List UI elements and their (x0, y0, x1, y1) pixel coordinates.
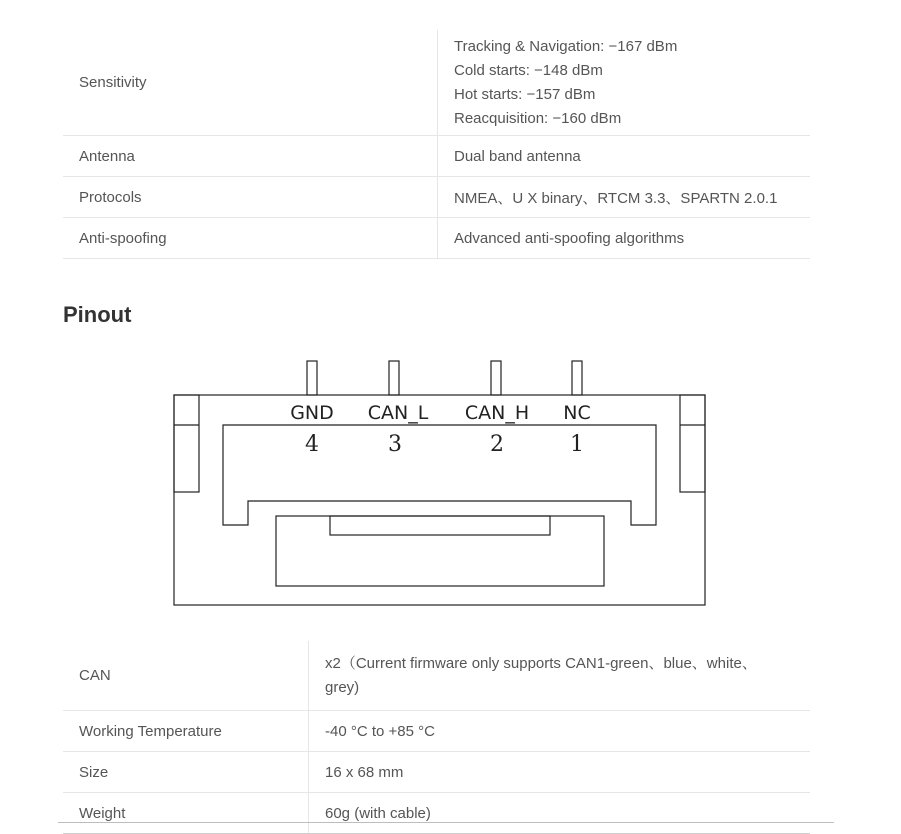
connector-key-slot (330, 516, 550, 535)
pin-1-lead (572, 361, 582, 395)
specs-table-bottom (63, 641, 810, 834)
pin-number: 4 (305, 432, 319, 457)
spec-label-sensitivity: Sensitivity (63, 30, 438, 136)
pinout-heading: Pinout (63, 302, 132, 327)
bottom-divider (58, 822, 834, 823)
spec-value-anti-spoofing: Advanced anti-spoofing algorithms (438, 218, 811, 259)
connector-key-block (276, 516, 604, 586)
sensitivity-line: Reacquisition: −160 dBm (454, 109, 622, 127)
pin-4-lead (307, 361, 317, 395)
spec-value-size: 16 x 68 mm (309, 752, 811, 793)
left-latch (174, 395, 199, 492)
table-row (63, 711, 810, 752)
pin-name: NC (563, 402, 591, 424)
pin-name: GND (290, 402, 334, 424)
spec-label-antenna: Antenna (63, 136, 438, 177)
spec-value-can: x2（Current firmware only supports CAN1-green、blue、white、grey) (309, 641, 811, 711)
spec-label-protocols: Protocols (63, 177, 438, 218)
spec-label-can: CAN (63, 641, 309, 711)
pin-number: 3 (388, 432, 402, 457)
sensitivity-line: Tracking & Navigation: −167 dBm (454, 37, 678, 55)
spec-label-working-temperature: Working Temperature (63, 711, 309, 752)
sensitivity-line: Cold starts: −148 dBm (454, 61, 603, 79)
table-row (63, 641, 810, 711)
table-row (63, 752, 810, 793)
spec-label-size: Size (63, 752, 309, 793)
right-latch (680, 395, 705, 492)
pin-name: CAN_H (464, 402, 530, 424)
pin-2-lead (491, 361, 501, 395)
connector-cavity (223, 425, 656, 525)
connector-housing (174, 395, 705, 605)
table-row (63, 793, 810, 834)
spec-label-weight: Weight (63, 793, 309, 834)
pin-3-lead (389, 361, 399, 395)
spec-value-protocols: NMEA、U X binary、RTCM 3.3、SPARTN 2.0.1 (438, 177, 811, 218)
pin-number: 1 (570, 432, 584, 457)
spec-value-antenna: Dual band antenna (438, 136, 811, 177)
sensitivity-line: Hot starts: −157 dBm (454, 85, 596, 103)
spec-label-anti-spoofing: Anti-spoofing (63, 218, 438, 259)
pin-name: CAN_L (367, 402, 429, 424)
pin-number: 2 (490, 432, 504, 457)
spec-value-weight: 60g (with cable) (309, 793, 811, 834)
spec-value-working-temperature: -40 °C to +85 °C (309, 711, 811, 752)
